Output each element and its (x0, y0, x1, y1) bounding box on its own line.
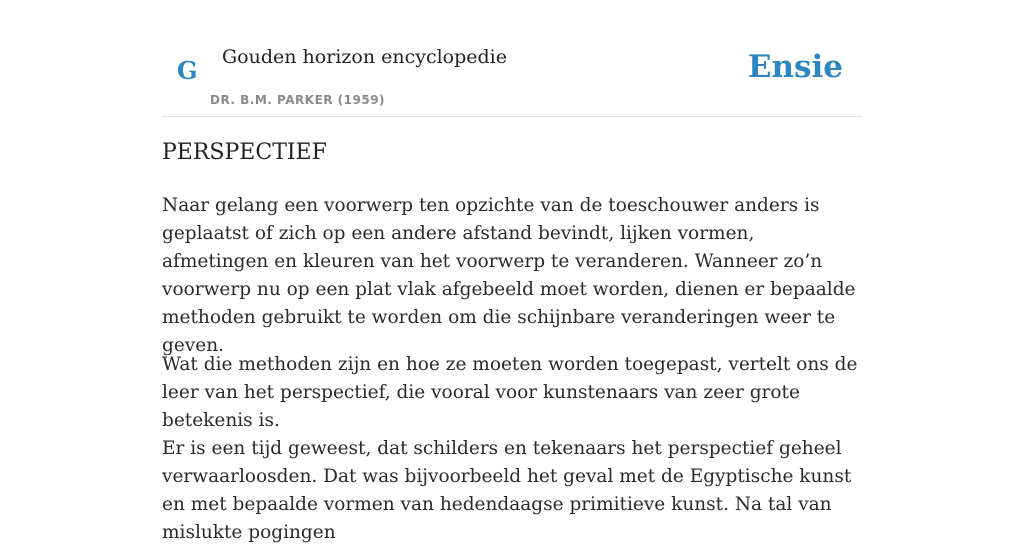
page (162, 0, 862, 543)
entry-paragraph: Wat die methoden zijn en hoe ze moeten worden toegepast, vertelt ons de leer van het perspectief, die vooral voor kunstenaars van zeer grote betekenis is. (162, 354, 858, 431)
header (162, 0, 862, 117)
book-logo-icon[interactable]: G (177, 56, 198, 85)
entry-title: PERSPECTIEF (162, 140, 327, 165)
entry-paragraph: Naar gelang een voorwerp ten opzichte van de toeschouwer anders is geplaatst of zich op een andere afstand bevindt, lijken vormen, afmetingen en kleuren van het voorwerp te veranderen. Wanneer zo’n voorwerp nu op een plat vlak afgebeeld moet worden, dienen er bepaalde methoden gebruikt te worden om die schijnbare veranderingen weer te geven. (162, 195, 856, 356)
entry-paragraph: Er is een tijd geweest, dat schilders en tekenaars het perspectief geheel verwaarloosden. Dat was bijvoorbeeld het geval met de Egyptische kunst en met bepaalde vormen van hedendaagse primitieve kunst. Na tal van mislukte pogingen (162, 438, 852, 543)
ensie-logo[interactable]: Ensie (747, 49, 843, 85)
book-title-link[interactable]: Gouden horizon encyclopedie (222, 46, 507, 68)
author-credit: DR. B.M. PARKER (1959) (210, 93, 386, 107)
